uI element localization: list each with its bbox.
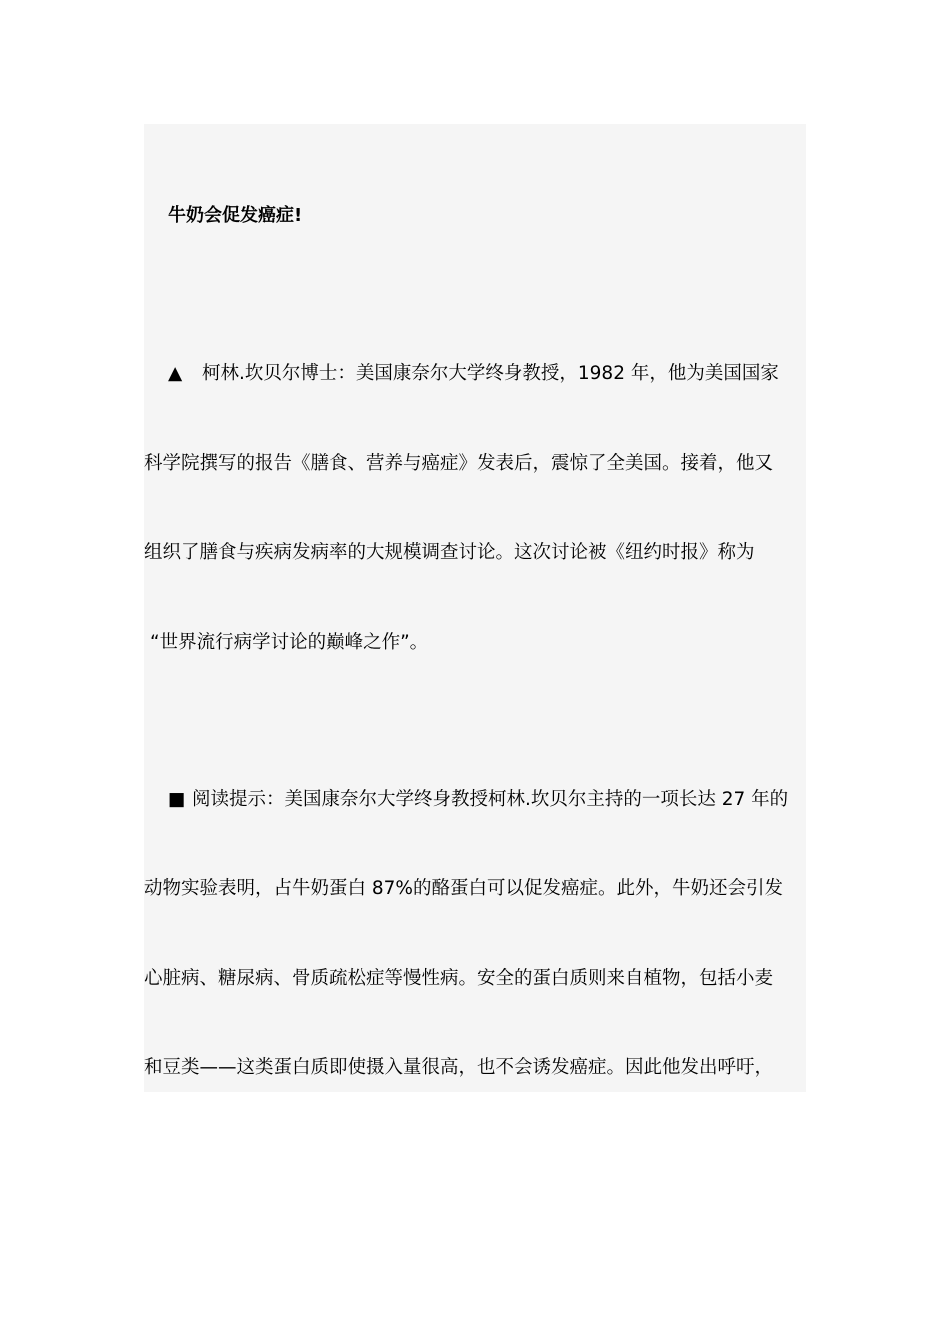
section1-line-1: [168, 361, 779, 387]
square-marker-icon: ■: [168, 789, 186, 810]
article-title: 牛奶会促发癌症!: [168, 205, 303, 226]
section2-line-2: 动物实验表明，占牛奶蛋白 87%的酪蛋白可以促发癌症。此外，牛奶还会引发: [144, 878, 784, 899]
section2-line-1: [168, 787, 788, 813]
document-content-background: [144, 124, 806, 1092]
section1-line-1-text: 柯林.坎贝尔博士：美国康奈尔大学终身教授，1982 年，他为美国国家: [202, 363, 779, 384]
section1-line-4: “世界流行病学讨论的巅峰之作”。: [150, 632, 429, 653]
section2-line-1-text: 阅读提示：美国康奈尔大学终身教授柯林.坎贝尔主持的一项长达 27 年的: [192, 789, 789, 810]
section1-line-2: 科学院撰写的报告《膳食、营养与癌症》发表后，震惊了全美国。接着，他又: [144, 453, 774, 474]
triangle-marker-icon: ▲: [168, 363, 183, 384]
section2-line-4: 和豆类——这类蛋白质即使摄入量很高，也不会诱发癌症。因此他发出呼吁，: [144, 1057, 774, 1078]
section1-line-3: 组织了膳食与疾病发病率的大规模调查讨论。这次讨论被《纽约时报》称为: [144, 542, 755, 563]
section2-line-3: 心脏病、糖尿病、骨质疏松症等慢性病。安全的蛋白质则来自植物，包括小麦: [144, 968, 774, 989]
